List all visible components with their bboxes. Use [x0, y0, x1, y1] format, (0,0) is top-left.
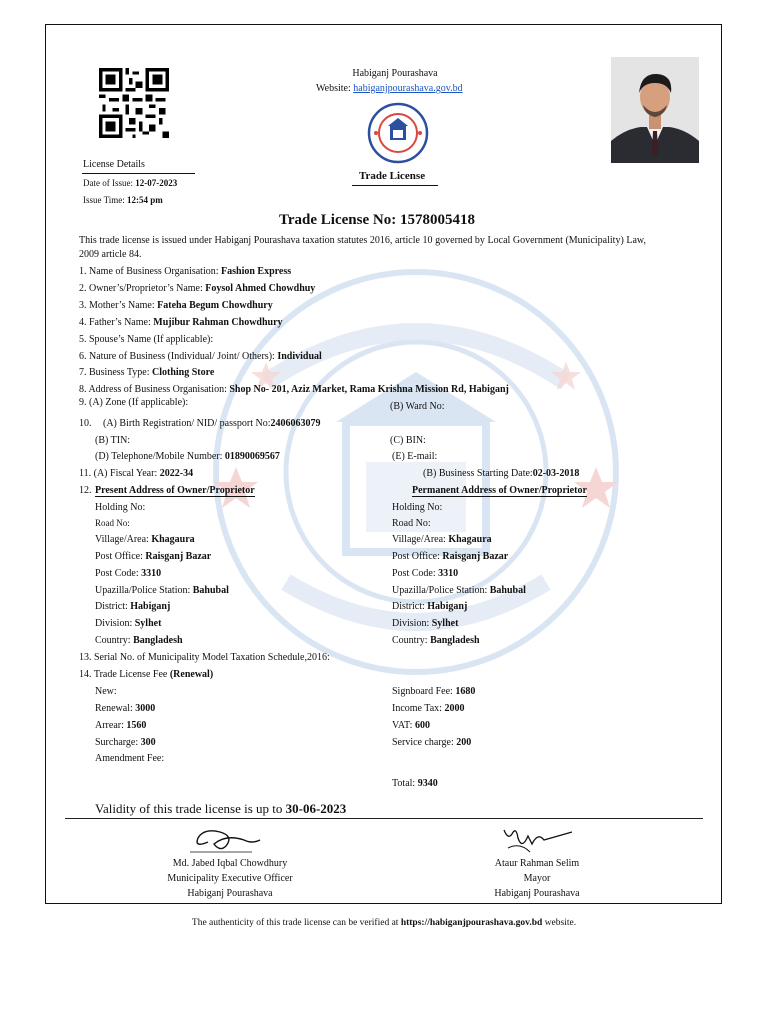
executive-officer-title: Municipality Executive Officer: [167, 873, 293, 884]
field-email: (E) E-mail:: [392, 451, 438, 462]
present-country: [95, 635, 183, 646]
present-division-value: Sylhet: [134, 618, 162, 629]
permanent-country: [392, 635, 480, 646]
fee-signboard-label: Signboard Fee:: [392, 686, 453, 697]
present-post-office-label: Post Office:: [95, 551, 143, 562]
field-11a-value: 2022-34: [159, 468, 194, 479]
fee-signboard: [392, 686, 475, 697]
field-birth-registration: [103, 418, 320, 429]
doc-type-title: Trade License: [359, 170, 426, 182]
field-12-number: 12.: [79, 485, 92, 496]
permanent-post-office-value: Raisganj Bazar: [442, 551, 509, 562]
field-11a-label: 11. (A) Fiscal Year:: [79, 468, 158, 479]
issue-time-label: Issue Time:: [83, 195, 125, 205]
field-10d-label: (D) Telephone/Mobile Number:: [95, 451, 223, 462]
permanent-division-label: Division:: [392, 618, 430, 629]
field-spouse-name: 5. Spouse’s Name (If applicable):: [79, 334, 214, 345]
fee-total-value: 9340: [417, 778, 438, 789]
fee-service-label: Service charge:: [392, 737, 454, 748]
executive-officer-signature: [186, 822, 266, 856]
fee-total: [392, 778, 438, 789]
field-ward-no: (B) Ward No:: [390, 401, 445, 412]
authenticity-note: [0, 918, 768, 928]
permanent-division: [392, 618, 458, 629]
executive-officer-org: Habiganj Pourashava: [187, 888, 273, 899]
validity-date: 30-06-2023: [285, 801, 347, 816]
permanent-address-heading: Permanent Address of Owner/Proprietor: [412, 485, 587, 496]
field-mother-name: [79, 300, 273, 311]
field-4-value: Mujibur Rahman Chowdhury: [153, 317, 283, 328]
field-10a-value: 2406063079: [270, 418, 321, 429]
field-bin: (C) BIN:: [390, 435, 426, 446]
municipality-seal-logo: [364, 102, 432, 164]
field-business-name: [79, 266, 291, 277]
permanent-post-code-label: Post Code:: [392, 568, 436, 579]
fee-income-tax: [392, 703, 464, 714]
present-division-label: Division:: [95, 618, 133, 629]
permanent-village: [392, 534, 492, 545]
fee-total-label: Total:: [392, 778, 416, 789]
qr-code: [97, 68, 171, 138]
fee-arrear-label: Arrear:: [95, 720, 124, 731]
field-11b-value: 02-03-2018: [532, 468, 580, 479]
signature-separator: [65, 818, 703, 819]
field-business-type: [79, 367, 214, 378]
present-upazila-value: Bahubal: [192, 585, 229, 596]
present-division: [95, 618, 161, 629]
fee-income-tax-label: Income Tax:: [392, 703, 442, 714]
field-6-value: Individual: [277, 351, 322, 362]
owner-portrait-image: [611, 57, 699, 163]
field-business-address: [79, 384, 509, 395]
fee-surcharge: [95, 737, 156, 748]
field-business-nature: [79, 351, 322, 362]
present-country-label: Country:: [95, 635, 131, 646]
present-upazila: [95, 585, 229, 596]
fee-surcharge-label: Surcharge:: [95, 737, 139, 748]
present-holding-no: Holding No:: [95, 502, 146, 513]
fee-arrear-value: 1560: [126, 720, 147, 731]
present-district-label: District:: [95, 601, 128, 612]
field-14-value: (Renewal): [169, 669, 214, 680]
permanent-upazila: [392, 585, 526, 596]
executive-officer-name: Md. Jabed Iqbal Chowdhury: [172, 858, 288, 869]
issue-time: [83, 195, 163, 205]
website-link[interactable]: habiganjpourashava.gov.bd: [353, 83, 463, 94]
permanent-village-value: Khagaura: [448, 534, 492, 545]
owner-photo: [611, 57, 699, 163]
fee-service-value: 200: [456, 737, 472, 748]
license-number-title: Trade License No: 1578005418: [279, 212, 475, 228]
header-org: Habiganj Pourashava: [352, 68, 438, 79]
permanent-country-value: Bangladesh: [430, 635, 480, 646]
fee-income-tax-value: 2000: [444, 703, 465, 714]
fee-vat: [392, 720, 430, 731]
field-4-label: 4. Father’s Name:: [79, 317, 151, 328]
issue-time-value: 12:54 pm: [127, 195, 163, 205]
authenticity-prefix: The authenticity of this trade license can be verified at: [191, 918, 399, 928]
field-2-label: 2. Owner’s/Proprietor’s Name:: [79, 283, 203, 294]
validity-statement: [95, 801, 346, 817]
present-village: [95, 534, 195, 545]
permanent-country-label: Country:: [392, 635, 428, 646]
mayor-name: Ataur Rahman Selim: [494, 858, 580, 869]
date-of-issue: [83, 178, 177, 188]
field-business-start-date: [423, 468, 579, 479]
field-owner-name: [79, 283, 315, 294]
fee-service-charge: [392, 737, 471, 748]
field-telephone: [95, 451, 280, 462]
present-post-office-value: Raisganj Bazar: [145, 551, 212, 562]
permanent-post-code-value: 3310: [438, 568, 459, 579]
permanent-upazila-label: Upazilla/Police Station:: [392, 585, 488, 596]
field-tin: (B) TIN:: [95, 435, 131, 446]
mayor-title: Mayor: [523, 873, 551, 884]
permanent-post-office-label: Post Office:: [392, 551, 440, 562]
present-post-code-value: 3310: [141, 568, 162, 579]
date-of-issue-label: Date of Issue:: [83, 178, 133, 188]
present-address-heading: Present Address of Owner/Proprietor: [95, 485, 255, 496]
present-village-value: Khagaura: [151, 534, 195, 545]
permanent-post-code: [392, 568, 458, 579]
permanent-division-value: Sylhet: [431, 618, 459, 629]
permanent-village-label: Village/Area:: [392, 534, 446, 545]
fee-surcharge-value: 300: [140, 737, 156, 748]
authenticity-url[interactable]: https://habiganjpourashava.gov.bd: [400, 918, 543, 928]
permanent-upazila-value: Bahubal: [489, 585, 526, 596]
present-village-label: Village/Area:: [95, 534, 149, 545]
field-8-label: 8. Address of Business Organisation:: [79, 384, 227, 395]
field-7-label: 7. Business Type:: [79, 367, 150, 378]
field-1-label: 1. Name of Business Organisation:: [79, 266, 219, 277]
present-post-office: [95, 551, 211, 562]
permanent-post-office: [392, 551, 508, 562]
mayor-org: Habiganj Pourashava: [494, 888, 580, 899]
field-fiscal-year: [79, 468, 193, 479]
field-8-value: Shop No- 201, Aziz Market, Rama Krishna Mission Rd, Habiganj: [229, 384, 509, 395]
present-post-code: [95, 568, 161, 579]
field-3-label: 3. Mother’s Name:: [79, 300, 155, 311]
mayor-signature: [498, 822, 578, 858]
fee-renewal-label: Renewal:: [95, 703, 133, 714]
header-website: [316, 83, 463, 94]
field-taxation-schedule: 13. Serial No. of Municipality Model Taxation Schedule,2016:: [79, 652, 330, 663]
license-details-rule: [82, 173, 195, 174]
present-post-code-label: Post Code:: [95, 568, 139, 579]
field-10a-label: (A) Birth Registration/ NID/ passport No:: [103, 418, 271, 429]
license-intro-paragraph: This trade license is issued under Habiganj Pourashava taxation statutes 2016, article 10 governed by Local Government (Municipality) Law, 2009 article 84.: [79, 235, 646, 260]
fee-vat-label: VAT:: [392, 720, 413, 731]
field-zone: 9. (A) Zone (If applicable):: [79, 397, 189, 408]
date-of-issue-value: 12-07-2023: [135, 178, 178, 188]
field-14-label: 14. Trade License Fee: [79, 669, 168, 680]
field-2-value: Foysol Ahmed Chowdhuy: [205, 283, 316, 294]
field-trade-license-fee: [79, 669, 213, 680]
permanent-holding-no: Holding No:: [392, 502, 443, 513]
fee-vat-value: 600: [414, 720, 430, 731]
fee-arrear: [95, 720, 146, 731]
fee-renewal: [95, 703, 155, 714]
present-country-value: Bangladesh: [133, 635, 183, 646]
fee-new: New:: [95, 686, 117, 697]
field-11b-label: (B) Business Starting Date:: [423, 468, 533, 479]
permanent-district-label: District:: [392, 601, 425, 612]
field-7-value: Clothing Store: [152, 367, 215, 378]
permanent-district-value: Habiganj: [427, 601, 468, 612]
field-10d-value: 01890069567: [224, 451, 280, 462]
permanent-road-no: Road No:: [392, 518, 431, 529]
license-details-title: License Details: [83, 159, 145, 170]
field-1-value: Fashion Express: [221, 266, 292, 277]
field-father-name: [79, 317, 283, 328]
present-upazila-label: Upazilla/Police Station:: [95, 585, 191, 596]
present-road-no: Road No:: [95, 518, 130, 528]
present-district: [95, 601, 170, 612]
fee-renewal-value: 3000: [135, 703, 156, 714]
fee-amendment: Amendment Fee:: [95, 753, 165, 764]
present-district-value: Habiganj: [130, 601, 171, 612]
validity-prefix: Validity of this trade license is up to: [95, 801, 283, 816]
website-label: Website:: [316, 83, 351, 94]
field-10-number: 10.: [79, 418, 92, 429]
field-6-label: 6. Nature of Business (Individual/ Joint/ Others):: [79, 351, 275, 362]
field-3-value: Fateha Begum Chowdhury: [157, 300, 273, 311]
fee-signboard-value: 1680: [455, 686, 476, 697]
authenticity-suffix: website.: [544, 918, 577, 928]
permanent-district: [392, 601, 467, 612]
doc-type-underline: [352, 185, 438, 186]
